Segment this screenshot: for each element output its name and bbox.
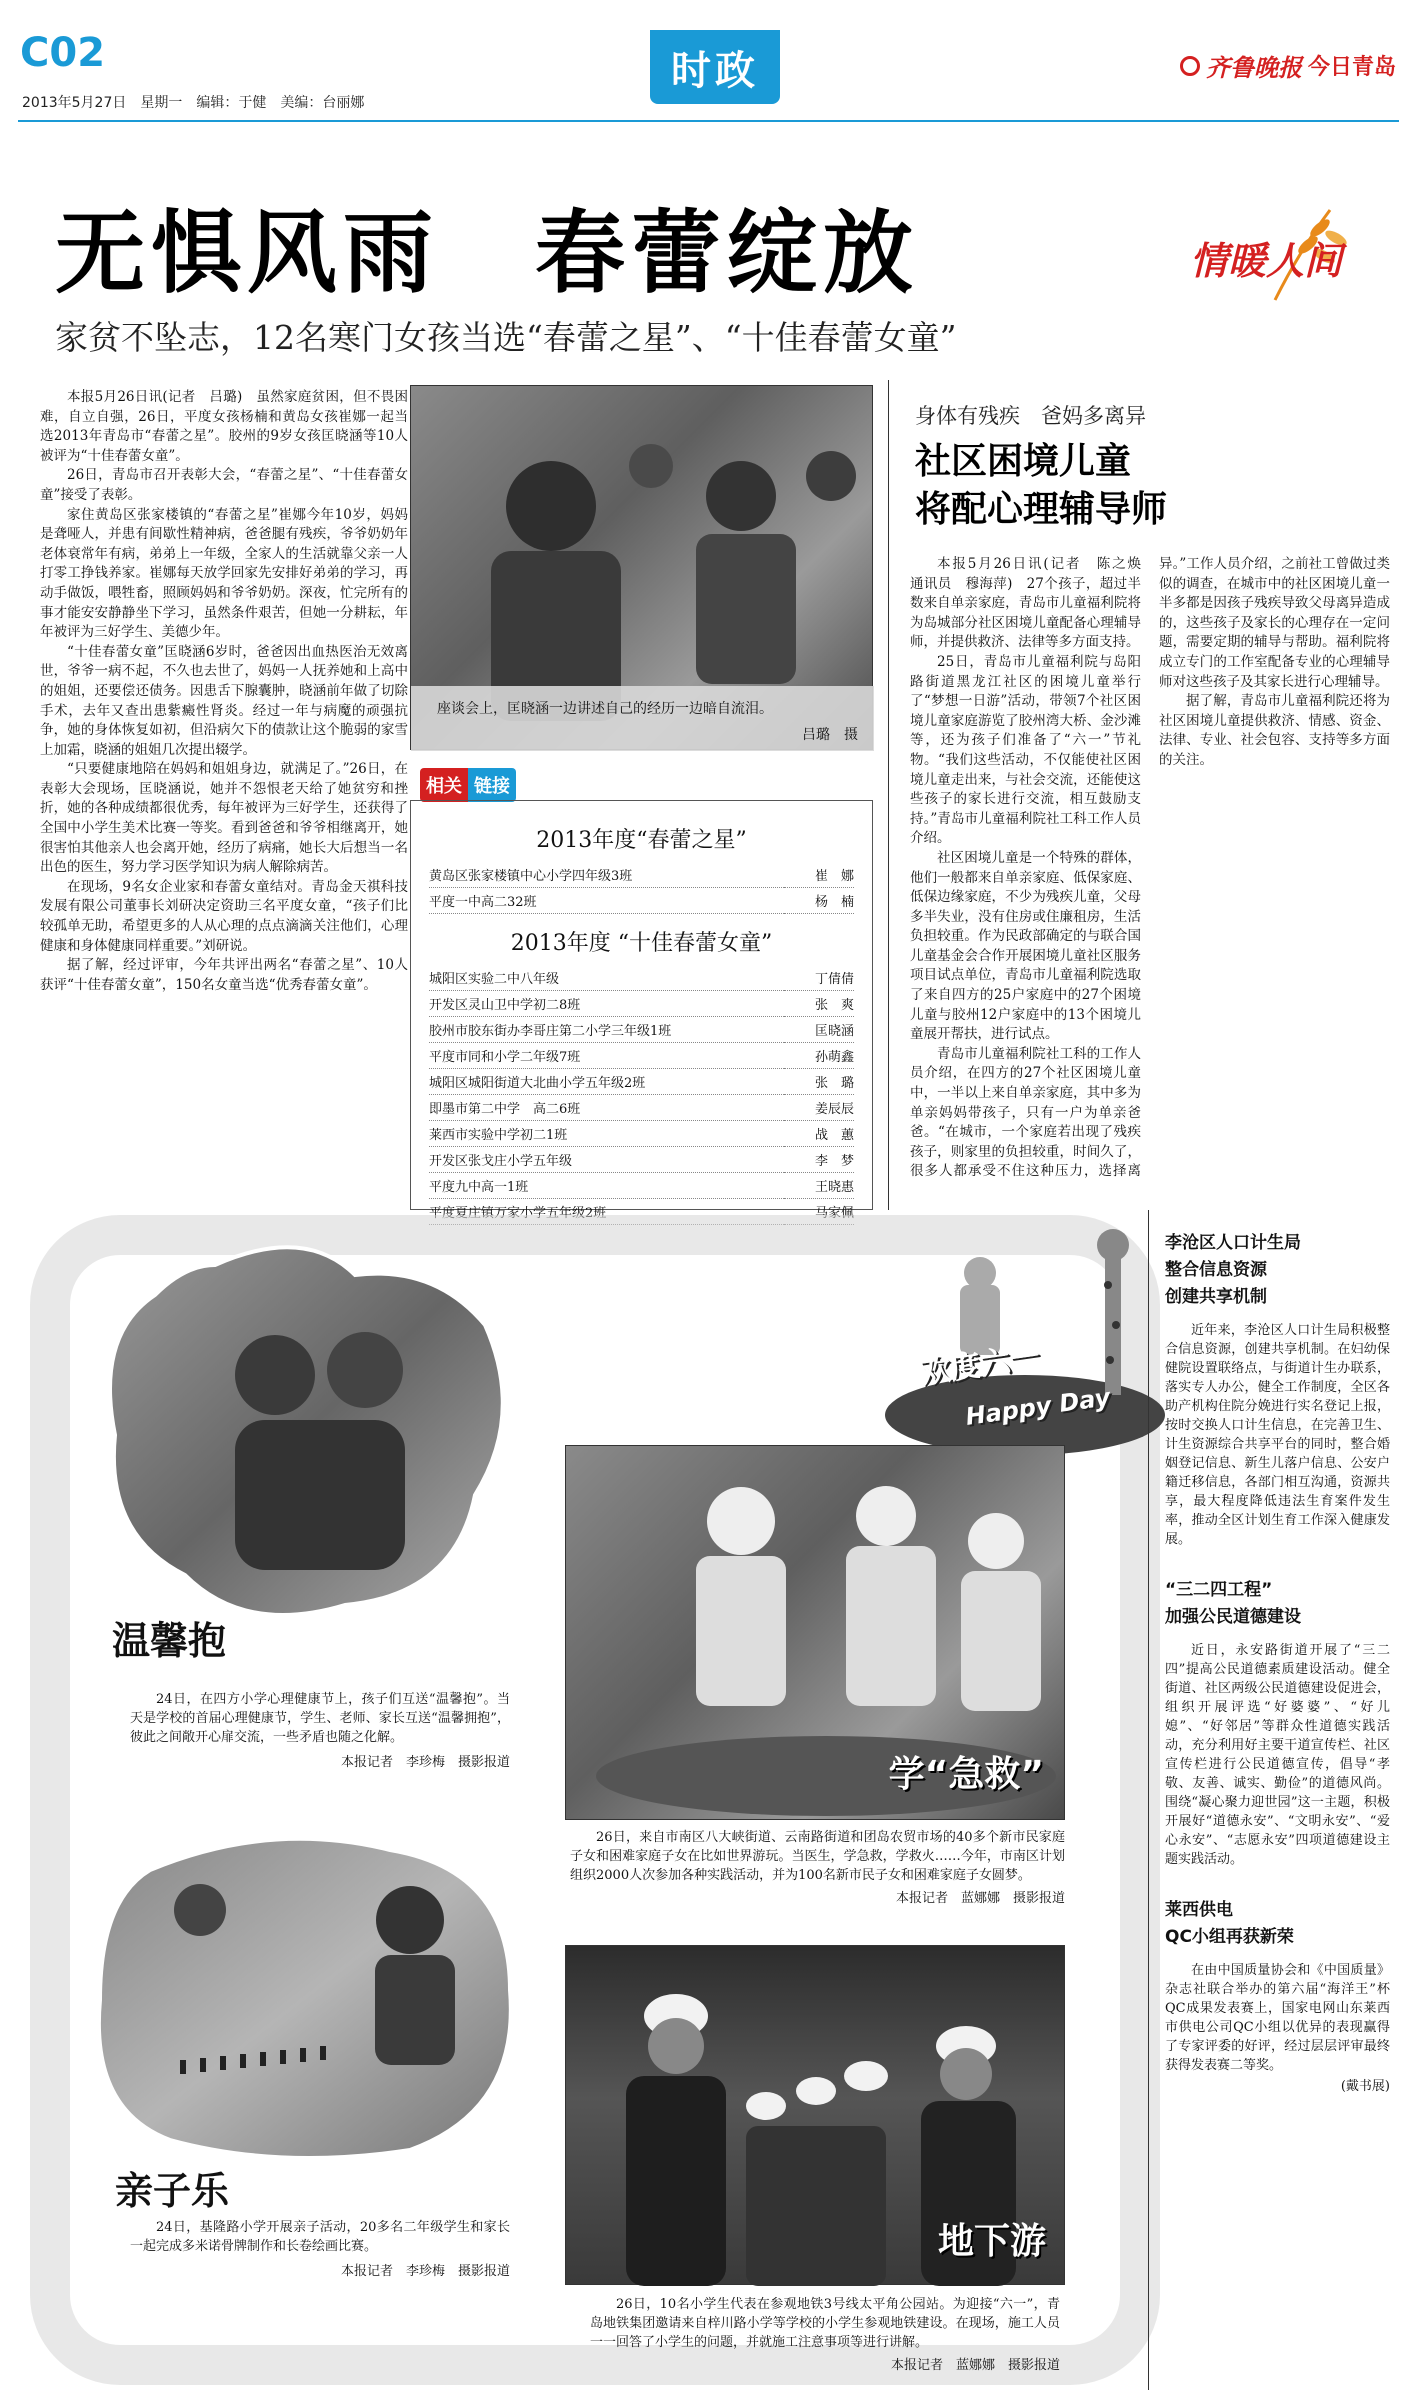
lead-photo-credit: 吕璐 摄 <box>802 727 858 743</box>
first-aid-title: 学“急救” <box>888 1754 1044 1795</box>
top10-title: 2013年度 “十佳春蕾女童” <box>510 931 773 956</box>
happy-day-en: Happy Day <box>963 1382 1112 1432</box>
section-tab <box>650 30 780 104</box>
list-item: 开发区张戈庄小学五年级 李 梦 <box>429 1147 854 1173</box>
metro-caption: 26日，10名小学生代表在参观地铁3号线太平角公园站。为迎接“六一”，青岛地铁集团邀请来自梓川路小学等学校的小学生参观地铁建设。在现场，施工人员一一回答了小学生的问题，并就施工注意事项等进行讲解。 <box>590 2297 1060 2350</box>
brief-text: 在由中国质量协会和《中国质量》杂志社联合举办的第六届“海洋王”杯QC成果发表赛上，国家电网山东莱西市供电公司QC小组以优异的表现赢得了专家评委的好评，经过层层评审最终获得发表赛二等奖。 <box>1165 1963 1390 2073</box>
brief-item <box>1165 1897 1390 2094</box>
hug-caption-block <box>130 1690 510 1770</box>
section-title: 时政 <box>671 47 759 94</box>
related-tag-left: 相关 <box>420 768 468 802</box>
second-headline-line2: 将配心理辅导师 <box>915 489 1168 530</box>
metro-caption-block <box>590 2295 1060 2373</box>
list-item: 城阳区实验二中八年级 丁倩倩 <box>429 965 854 991</box>
first-aid-photo <box>565 1445 1065 1820</box>
list-item: 平度市同和小学二年级7班 孙萌鑫 <box>429 1043 854 1069</box>
hug-photo <box>95 1235 515 1625</box>
masthead-sub: 今日青岛 <box>1308 55 1397 80</box>
lead-paragraph: 本报5月26日讯(记者 吕璐) 虽然家庭贫困，但不畏困难，自立自强，26日，平度女孩杨楠和黄岛女孩崔娜一起当选2013年青岛市“春蕾之星”。胶州的9岁女孩匡晓涵等10人被评为“十佳春蕾女童”。 <box>40 389 408 464</box>
list-item: 开发区灵山卫中学初二8班 张 爽 <box>429 991 854 1017</box>
list-item: 黄岛区张家楼镇中心小学四年级3班 崔 娜 <box>429 862 854 888</box>
list-item: 城阳区城阳街道大北曲小学五年级2班 张 璐 <box>429 1069 854 1095</box>
stars-list <box>429 862 854 914</box>
play-photo <box>90 1830 520 2160</box>
play-caption-block <box>130 2218 510 2279</box>
list-item: 胶州市胶东街办李哥庄第二小学三年级1班 匡晓涵 <box>429 1017 854 1043</box>
top10-list <box>429 965 854 1225</box>
lead-subhead: 家贫不坠志，12名寒门女孩当选“春蕾之星”、“十佳春蕾女童” <box>55 318 957 357</box>
date-line: 2013年5月27日 星期一 编辑：于健 美编：台丽娜 <box>22 95 365 111</box>
second-article <box>910 555 1390 1195</box>
lead-photo-caption: 座谈会上，匡晓涵一边讲述自己的经历一边暗自流泪。 <box>437 701 773 717</box>
first-aid-credit: 本报记者 蓝娜娜 摄影报道 <box>895 1891 1065 1906</box>
brief-title: 莱西供电 QC小组再获新荣 <box>1165 1900 1294 1947</box>
first-aid-caption: 26日，来自市南区八大峡街道、云南路街道和团岛农贸市场的40多个新市民家庭子女和困难家庭子女在比如世界游玩。当医生，学急救，学救火……今年，市南区计划组织2000人次参加各种实践活动，并为100名新市民子女和困难家庭子女圆梦。 <box>570 1830 1065 1883</box>
hug-caption: 24日，在四方小学心理健康节上，孩子们互送“温馨抱”。当天是学校的首届心理健康节，学生、老师、家长互送“温馨拥抱”，彼此之间敞开心扉交流，一些矛盾也随之化解。 <box>130 1692 510 1745</box>
metro-photo <box>565 1945 1065 2285</box>
metro-credit: 本报记者 蓝娜娜 摄影报道 <box>890 2358 1060 2373</box>
second-paragraph: 据了解，青岛市儿童福利院还将为社区困境儿童提供救济、情感、资金、法律、专业、社会包容、支持等多方面的关注。 <box>1159 693 1390 768</box>
play-credit: 本报记者 李珍梅 摄影报道 <box>340 2264 510 2279</box>
brief-item <box>1165 1230 1390 1549</box>
related-link-tag <box>420 768 516 802</box>
brief-title: 李沧区人口计生局 整合信息资源 创建共享机制 <box>1165 1233 1301 1307</box>
lead-paragraph: 在现场，9名女企业家和春蕾女童结对。青岛金天祺科技发展有限公司董事长刘研决定资助三名平度女童，“孩子们比较孤单无助，希望更多的人从心理的点点滴滴关注他们，心理健康和身体健康同样重要。”刘研说。 <box>40 878 408 954</box>
lead-article <box>40 388 408 995</box>
second-headline <box>915 438 1167 534</box>
lead-photo <box>410 385 873 750</box>
masthead <box>1180 48 1396 83</box>
related-tag-right: 链接 <box>468 768 516 802</box>
lead-headline: 无惧风雨 春蕾绽放 <box>55 201 919 306</box>
lead-paragraph: 26日，青岛市召开表彰大会，“春蕾之星”、“十佳春蕾女童”接受了表彰。 <box>40 467 408 503</box>
second-paragraph: 社区困境儿童是一个特殊的群体，他们一般都来自单亲家庭、低保家庭、低保边缘家庭，不少为残疾儿童，父母多半失业，没有住房或住廉租房，生活负担较重。作为民政部确定的与联合国儿童基金会合作开展困境儿童社区服务项目试点单位，青岛市儿童福利院选取了来自四方的25户家庭中的27个困境儿童与胶州12户家庭中的13个困境儿童展开帮扶，进行试点。 <box>910 849 1141 1043</box>
list-item: 莱西市实验中学初二1班 战 蕙 <box>429 1121 854 1147</box>
play-photo-image <box>90 1830 520 2160</box>
related-box <box>410 800 873 1221</box>
lead-paragraph: 家住黄岛区张家楼镇的“春蕾之星”崔娜今年10岁，妈妈是聋哑人，并患有间歇性精神病，爸爸腿有残疾，爷爷奶奶年老体衰常年有病，弟弟上一年级，全家人的生活就靠父亲一人打零工挣钱养家。崔娜每天放学回家先安排好弟弟的学习，再动手做饭，喂牲畜，照顾妈妈和爷爷奶奶。深夜，忙完所有的事才能安安静静坐下学习，虽然条件艰苦，但她一分耕耘，年年被评为三好学生、美德少年。 <box>40 506 408 641</box>
column-logo-text: 情暖人间 <box>1190 238 1343 283</box>
brief-byline: (戴书展) <box>1340 2079 1390 2094</box>
list-item: 平度一中高二32班 杨 楠 <box>429 888 854 914</box>
briefs-rule <box>1148 1210 1149 2390</box>
lead-paragraph: “十佳春蕾女童”匡晓涵6岁时，爸爸因出血热医治无效离世，爷爷一病不起，不久也去世了，妈妈一人抚养她和上高中的姐姐，还要偿还债务。因患舌下腺囊肿，晓涵前年做了切除手术，去年又查出患紫癜性肾炎。经过一年与病魔的顽强抗争，她的身体恢复如初，但沿病欠下的债款让这个脆弱的家雪上加霜，晓涵的姐姐几次提出辍学。 <box>40 643 408 758</box>
list-item: 平度九中高一1班 王晓惠 <box>429 1173 854 1199</box>
hug-credit: 本报记者 李珍梅 摄影报道 <box>340 1755 510 1770</box>
second-paragraph: 青岛市儿童福利院社工科的工作人员介绍，在四方的27个社区困境儿童中，一半以上来自单亲家庭，其中多为单亲妈妈带孩子，只有一户为单亲爸爸。“在城市，一个家庭若出现了残疾孩子，则家里的负担较重，时间久了，很多人都承受不住这种压力，选择离异。”工作人员介绍，之前社工曾做过类似的调查，在城市中的社区困境儿童一半多都是因孩子残疾导致父母离异造成的，这些孩子及家长的心理存在一定问题，需要定期的辅导与帮助。福利院将成立专门的工作室配备专业的心理辅导师对这些孩子及其家长进行心理辅导。 <box>910 556 1390 1180</box>
metro-title: 地下游 <box>937 2221 1046 2262</box>
lead-paragraph: “只要健康地陪在妈妈和姐姐身边，就满足了。”26日，在表彰大会现场，匡晓涵说，她并不怨恨老天给了她贫穷和挫折，她的各种成绩都很优秀，每年被评为三好学生，还获得了全国中小学生美术比赛一等奖。看到爸爸和爷爷相继离开，她很害怕其他亲人也会离开她，经历了病痛，她长大后想当一名出色的医生，努力学习医学知识为病人解除病苦。 <box>40 761 408 876</box>
second-paragraph: 本报5月26日讯(记者 陈之焕 通讯员 穆海萍) 27个孩子，超过半数来自单亲家庭，青岛市儿童福利院将为岛城部分社区困境儿童配备心理辅导师，并提供救济、法律等多方面支持。 <box>910 556 1155 651</box>
brief-text: 近年来，李沧区人口计生局积极整合信息资源，创建共享机制。在妇幼保健院设置联络点，与街道计生办联系，落实专人办公，健全工作制度，全区各助产机构住院分娩进行实名登记上报，按时交换人口计生信息，在完善卫生、计生资源综合共享平台的同时，整合婚姻登记信息、新生儿落户信息、公安户籍迁移信息，各部门相互沟通，资源共享，最大程度降低违法生育案件发生率，推动全区计划生育工作深入健康发展。 <box>1165 1323 1390 1547</box>
lead-paragraph: 据了解，经过评审，今年共评出两名“春蕾之星”、10人获评“十佳春蕾女童”，150名女童当选“优秀春蕾女童”。 <box>40 957 408 993</box>
masthead-name: 齐鲁晚报 <box>1206 53 1302 82</box>
photo-people-icon <box>411 386 874 751</box>
column-rule <box>888 380 889 1210</box>
second-headline-line1: 社区困境儿童 <box>915 441 1132 482</box>
header-rule <box>18 120 1399 122</box>
brief-text: 近日，永安路街道开展了“三二四”提高公民道德素质建设活动。健全街道、社区两级公民道德建设促进会，组织开展评选“好婆婆”、“好儿媳”、“好邻居”等群众性道德实践活动，充分利用好主要干道宣传栏、社区宣传栏进行公民道德宣传，倡导“孝敬、友善、诚实、勤俭”的道德风尚。围绕“凝心聚力迎世园”这一主题，积极开展好“道德永安”、“文明永安”、“爱心永安”、“志愿永安”四项道德建设主题实践活动。 <box>1165 1643 1390 1867</box>
happy-day-badge <box>880 1225 1170 1465</box>
second-kicker: 身体有残疾 爸妈多离异 <box>915 404 1146 428</box>
page-number: C02 <box>20 30 106 76</box>
briefs-column <box>1165 1230 1390 2094</box>
brief-title: “三二四工程” 加强公民道德建设 <box>1165 1580 1301 1627</box>
second-paragraph: 25日，青岛市儿童福利院与岛阳路街道黑龙江社区的困境儿童举行了“梦想一日游”活动，带领7个社区困境儿童家庭游览了胶州湾大桥、金沙滩等，还为孩子们准备了“六一”节礼物。“我们这些活动，不仅能使社区困境儿童走出来，与社会交流，还能使这些孩子的家长进行交流，相互鼓励支持。”青岛市儿童福利院社工科工作人员介绍。 <box>910 653 1141 847</box>
hug-title: 温馨抱 <box>112 1619 227 1663</box>
stars-title: 2013年度“春蕾之星” <box>536 828 747 853</box>
first-aid-caption-block <box>570 1828 1065 1906</box>
happy-day-cn: 欢度六一 <box>918 1339 1043 1392</box>
play-caption: 24日，基隆路小学开展亲子活动，20多名二年级学生和家长一起完成多米诺骨牌制作和长卷绘画比赛。 <box>130 2220 510 2254</box>
list-item: 平度夏庄镇万家小学五年级2班 马家佩 <box>429 1199 854 1225</box>
column-logo <box>1180 200 1365 310</box>
hug-photo-image <box>95 1235 515 1625</box>
masthead-logo-icon <box>1180 56 1200 76</box>
play-title: 亲子乐 <box>115 2169 230 2213</box>
brief-item <box>1165 1577 1390 1869</box>
list-item: 即墨市第二中学 高二6班 姜辰辰 <box>429 1095 854 1121</box>
